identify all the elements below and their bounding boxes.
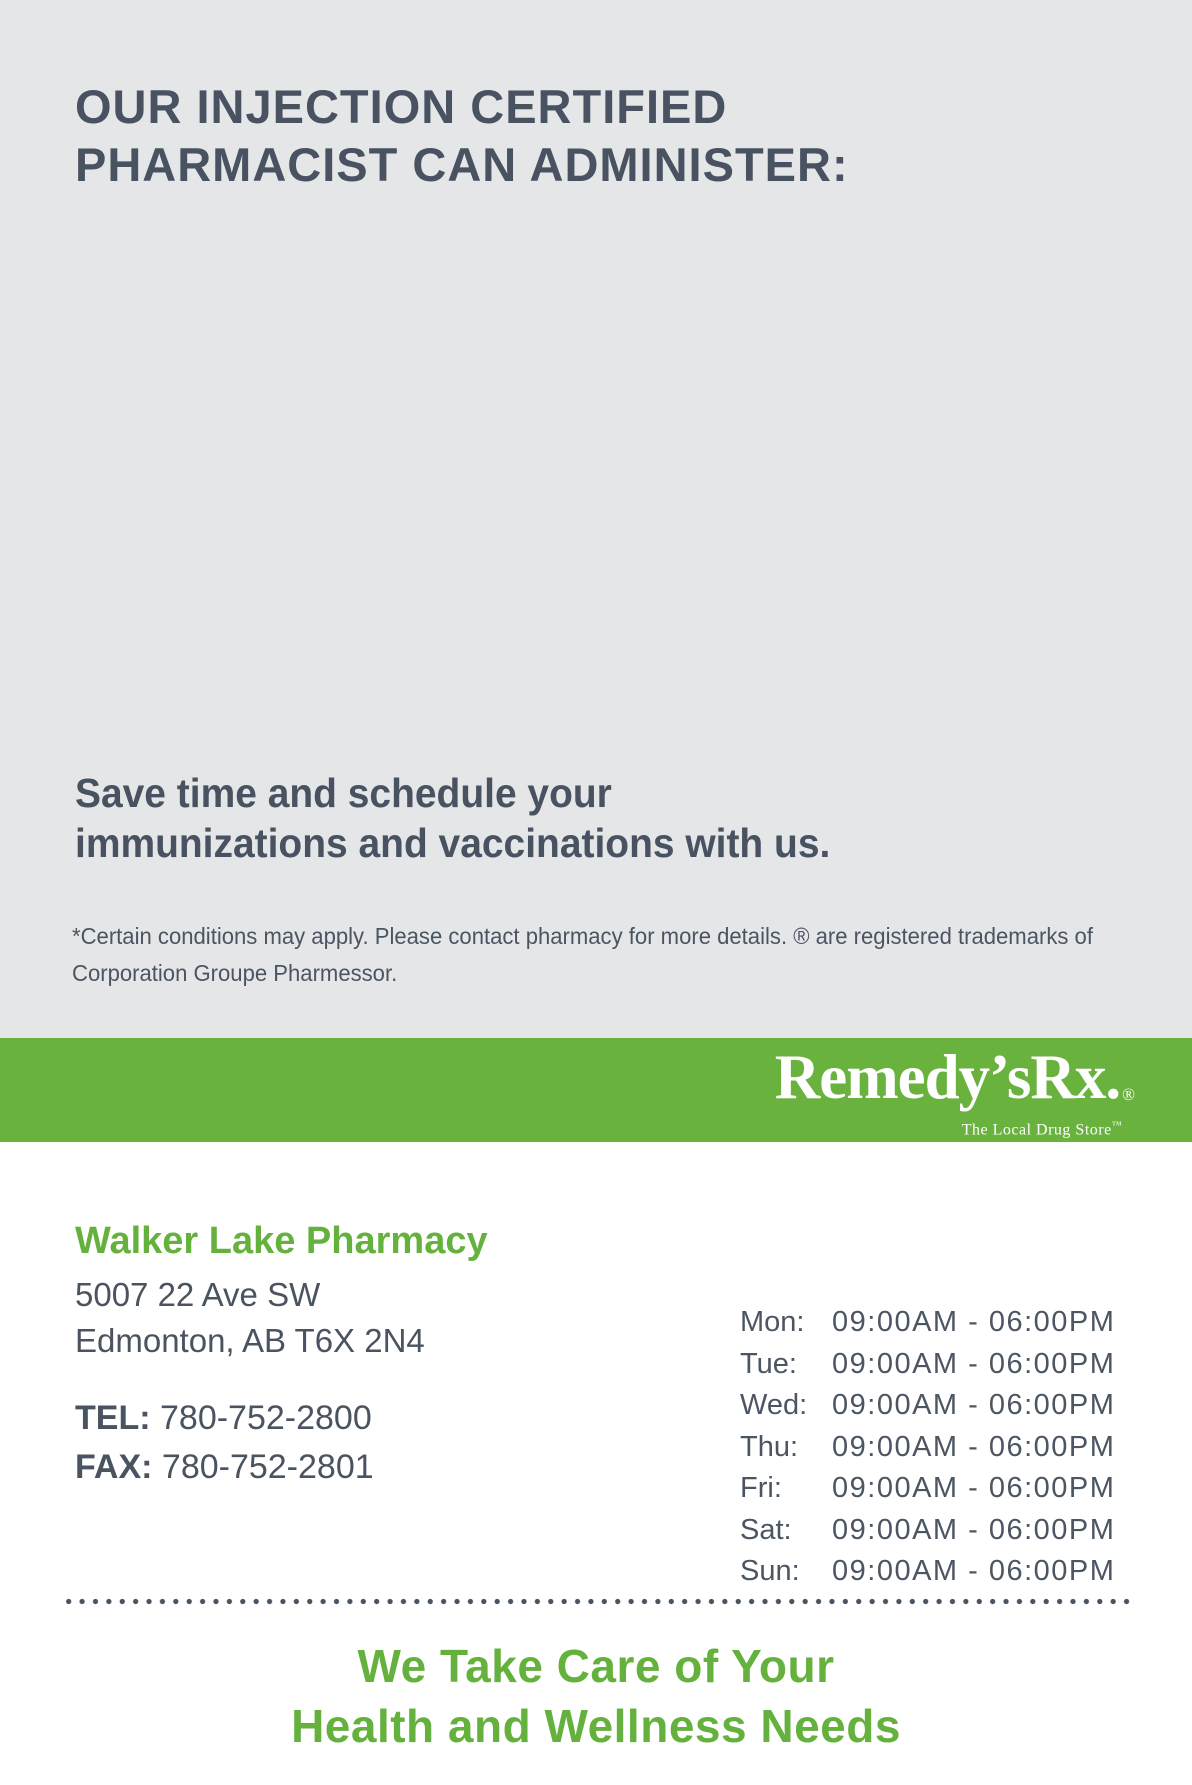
hours-day: Tue: xyxy=(740,1347,797,1380)
hours-time: 09:00AM - 06:00PM xyxy=(832,1347,1116,1380)
tel-label: TEL: xyxy=(75,1399,151,1437)
disclaimer-text: *Certain conditions may apply. Please contact pharmacy for more details. ® are registered trademarks of Corporation Groupe Pharmessor. xyxy=(72,923,1093,986)
hours-day: Wed: xyxy=(740,1389,808,1421)
footer-tagline-line2: Health and Wellness Needs xyxy=(291,1700,901,1752)
fax-label: FAX: xyxy=(75,1448,153,1486)
trademark-icon: ™ xyxy=(1111,1120,1122,1131)
sub-heading-line1: Save time and schedule your xyxy=(75,770,612,816)
main-heading-line2: PHARMACIST CAN ADMINISTER: xyxy=(75,138,849,191)
pharmacy-address xyxy=(75,1272,425,1364)
hours-day: Sun: xyxy=(740,1555,800,1587)
store-hours xyxy=(740,1302,1115,1593)
address-line2: Edmonton, AB T6X 2N4 xyxy=(75,1322,425,1359)
hours-row-fri xyxy=(740,1468,1115,1510)
hours-row-mon xyxy=(740,1302,1115,1344)
registered-mark-icon: ® xyxy=(1122,1085,1134,1104)
logo-tagline-text: The Local Drug Store xyxy=(961,1121,1112,1139)
hours-day: Mon: xyxy=(740,1306,805,1338)
hours-day: Thu: xyxy=(740,1430,799,1463)
brand-bar xyxy=(0,1038,1192,1142)
hours-time: 09:00AM - 06:00PM xyxy=(832,1306,1116,1338)
hours-row-sun xyxy=(740,1551,1115,1593)
hours-row-wed xyxy=(740,1385,1115,1427)
hours-time: 09:00AM - 06:00PM xyxy=(832,1555,1116,1587)
dotted-divider xyxy=(62,1598,1135,1605)
tel-line xyxy=(75,1394,374,1443)
hours-row-sat xyxy=(740,1510,1115,1552)
phone-block xyxy=(75,1394,374,1492)
sub-heading xyxy=(75,768,830,868)
logo-wordmark xyxy=(775,1044,1132,1126)
sub-heading-line2: immunizations and vaccinations with us. xyxy=(75,820,831,866)
fax-number: 780-752-2801 xyxy=(161,1448,374,1486)
footer-tagline-line1: We Take Care of Your xyxy=(357,1640,835,1692)
hours-time: 09:00AM - 06:00PM xyxy=(832,1430,1116,1463)
logo-wordmark-text: Remedy’sRx. xyxy=(774,1042,1121,1112)
hours-time: 09:00AM - 06:00PM xyxy=(832,1389,1116,1421)
remedysrx-logo xyxy=(775,1044,1132,1138)
hours-day: Fri: xyxy=(740,1472,782,1504)
main-heading-line1: OUR INJECTION CERTIFIED xyxy=(75,80,728,133)
hours-time: 09:00AM - 06:00PM xyxy=(832,1513,1116,1546)
hours-row-thu xyxy=(740,1427,1115,1469)
hours-day: Sat: xyxy=(740,1513,792,1546)
hours-time: 09:00AM - 06:00PM xyxy=(832,1472,1116,1504)
address-line1: 5007 22 Ave SW xyxy=(75,1276,321,1313)
main-heading xyxy=(75,78,849,194)
hours-row-tue xyxy=(740,1344,1115,1386)
pharmacy-name: Walker Lake Pharmacy xyxy=(75,1220,488,1262)
footer-tagline xyxy=(0,1636,1192,1756)
fax-line xyxy=(75,1443,374,1492)
tel-number: 780-752-2800 xyxy=(160,1399,372,1437)
